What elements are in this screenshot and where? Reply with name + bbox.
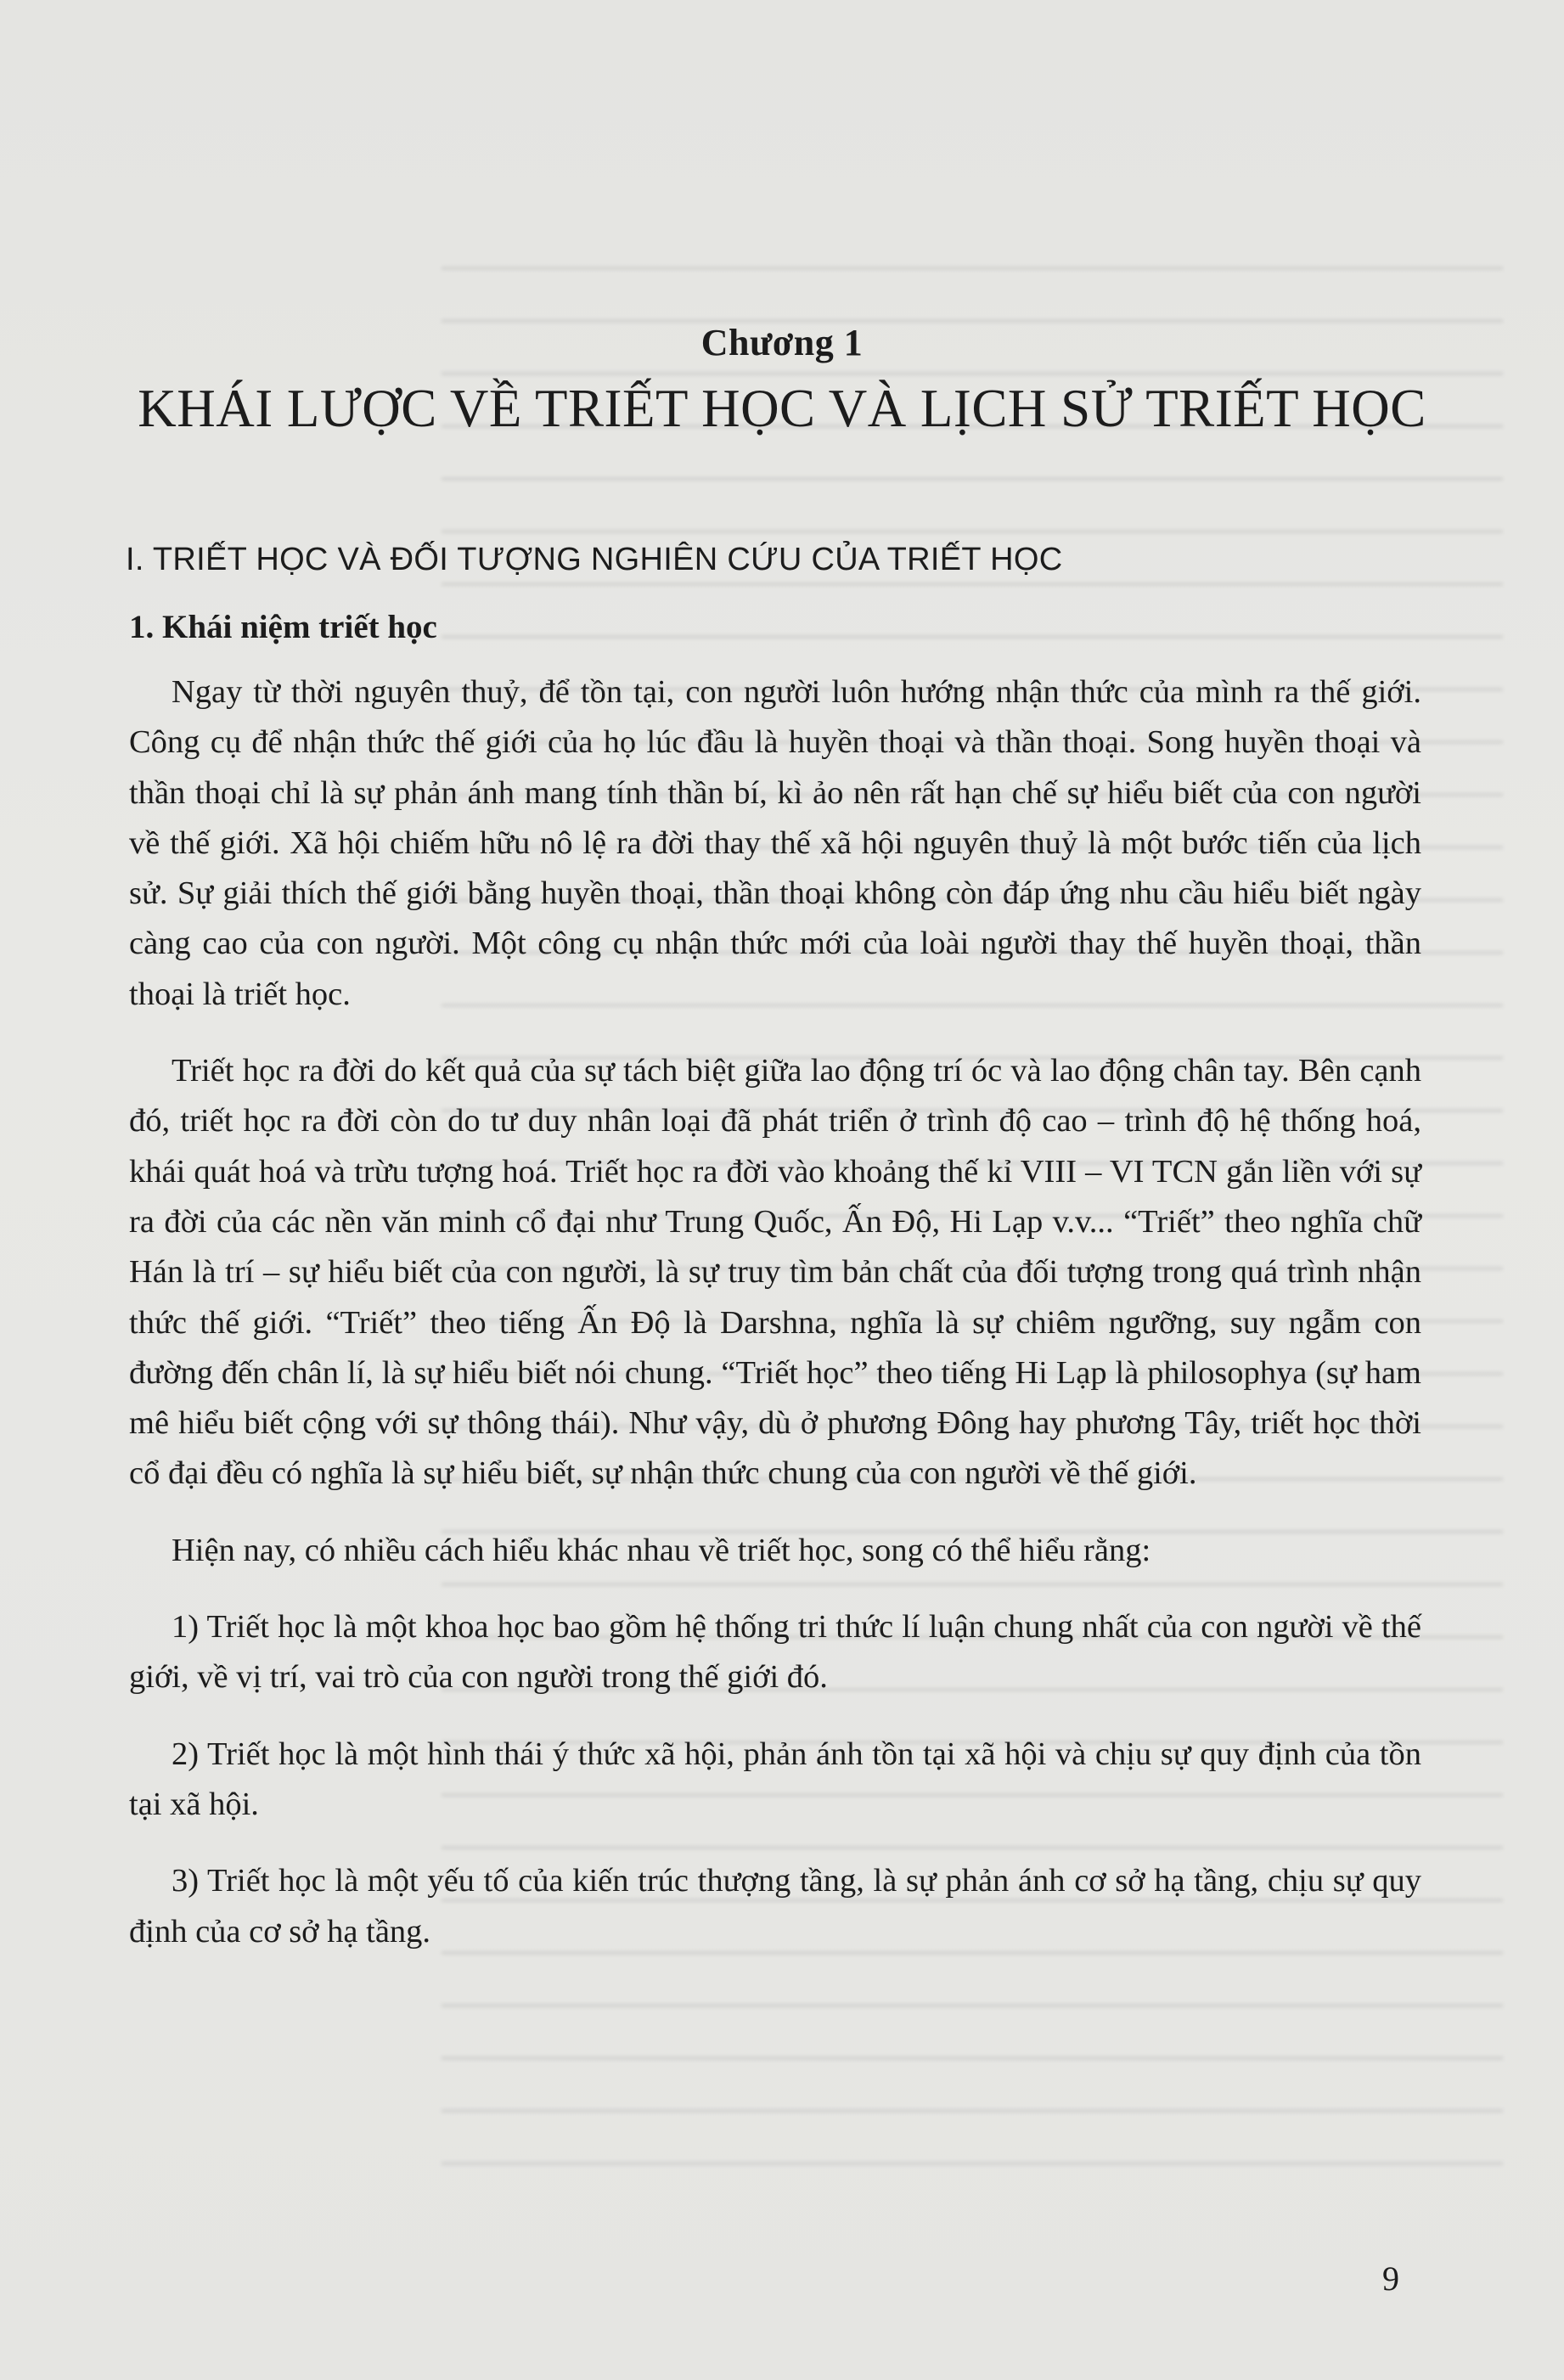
list-item: 1) Triết học là một khoa học bao gồm hệ thống tri thức lí luận chung nhất của con người về thế giới, về vị trí, vai trò của con người trong thế giới đó. [129,1609,1421,1696]
chapter-label: Chương 1 [700,322,864,363]
paragraph: Triết học ra đời do kết quả của sự tách biệt giữa lao động trí óc và lao động chân tay. Bên cạnh đó, triết học ra đời còn do tư duy nhân loại đã phát triển ở trình độ cao – trình độ hệ thống hoá, khái quát hoá và trừu tượng hoá. Triết học ra đời vào khoảng thế kỉ VIII – VI TCN gắn liền với sự ra đời của các nền văn minh cổ đại như Trung Quốc, Ấn Độ, Hi Lạp v.v... “Triết” theo nghĩa chữ Hán là trí – sự hiểu biết của con người, là sự truy tìm bản chất của đối tượng trong quá trình nhận thức thế giới. “Triết” theo tiếng Ấn Độ là Darshna, nghĩa là sự chiêm ngưỡng, suy ngẫm con đường đến chân lí, là sự hiểu biết nói chung. “Triết học” theo tiếng Hi Lạp là philosophya (sự ham mê hiểu biết cộng với sự thông thái). Như vậy, dù ở phương Đông hay phương Tây, triết học thời cổ đại đều có nghĩa là sự hiểu biết, sự nhận thức chung của con người về thế giới. [129,1053,1421,1492]
page-number: 9 [1382,2259,1399,2298]
list-item: 2) Triết học là một hình thái ý thức xã hội, phản ánh tồn tại xã hội và chịu sự quy định của tồn tại xã hội. [129,1736,1421,1822]
paragraph: Hiện nay, có nhiều cách hiểu khác nhau về triết học, song có thể hiểu rằng: [172,1532,1151,1568]
body-text [129,667,1421,1957]
section-heading: I. TRIẾT HỌC VÀ ĐỐI TƯỢNG NGHIÊN CỨU CỦA TRIẾT HỌC [126,542,1063,577]
subsection-heading: 1. Khái niệm triết học [129,609,437,645]
chapter-title: KHÁI LƯỢC VỀ TRIẾT HỌC VÀ LỊCH SỬ TRIẾT HỌC [138,379,1426,438]
paragraph: Ngay từ thời nguyên thuỷ, để tồn tại, con người luôn hướng nhận thức của mình ra thế giới. Công cụ để nhận thức thế giới của họ lúc đầu là huyền thoại và thần thoại. Song huyền thoại và thần thoại chỉ là sự phản ánh mang tính thần bí, kì ảo nên rất hạn chế sự hiểu biết của con người về thế giới. Xã hội chiếm hữu nô lệ ra đời thay thế xã hội nguyên thuỷ là một bước tiến của lịch sử. Sự giải thích thế giới bằng huyền thoại, thần thoại không còn đáp ứng nhu cầu hiểu biết ngày càng cao của con người. Một công cụ nhận thức mới của loài người thay thế huyền thoại, thần thoại là triết học. [129,674,1421,1012]
list-item: 3) Triết học là một yếu tố của kiến trúc thượng tầng, là sự phản ánh cơ sở hạ tầng, chịu sự quy định của cơ sở hạ tầng. [129,1863,1421,1950]
